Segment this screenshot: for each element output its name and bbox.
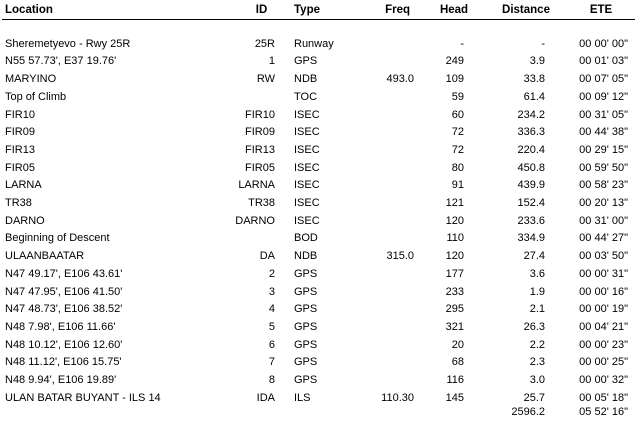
cell-head: 20: [451, 338, 464, 351]
cell-distance: 33.8: [523, 73, 545, 86]
cell-id: IDA: [256, 391, 275, 404]
cell-head: -: [460, 37, 464, 50]
cell-location: DARNO: [5, 214, 45, 227]
cell-location: MARYINO: [5, 73, 57, 86]
cell-location: N48 9.94', E106 19.89': [5, 374, 117, 387]
cell-id: 1: [268, 55, 275, 68]
cell-location: N47 48.73', E106 38.52': [5, 303, 123, 316]
cell-ete: 00 00' 23": [579, 338, 628, 351]
cell-location: Top of Climb: [5, 90, 67, 103]
table-row[interactable]: [0, 194, 637, 212]
cell-freq: 110.30: [381, 391, 414, 404]
cell-location: Sheremetyevo - Rwy 25R: [5, 37, 131, 50]
cell-head: 233: [445, 285, 464, 298]
cell-type: Runway: [294, 37, 334, 50]
cell-ete: 00 44' 38": [579, 126, 628, 139]
cell-id: FIR13: [245, 143, 275, 156]
cell-head: 295: [445, 303, 464, 316]
cell-head: 120: [445, 214, 464, 227]
cell-head: 249: [445, 55, 464, 68]
cell-distance: -: [541, 37, 545, 50]
cell-ete: 00 01' 03": [579, 55, 628, 68]
cell-type: ISEC: [294, 108, 320, 121]
cell-id: 25R: [254, 37, 275, 50]
cell-ete: 00 44' 27": [579, 232, 628, 245]
table-row[interactable]: [0, 35, 637, 53]
cell-type: GPS: [294, 55, 318, 68]
header-divider: [2, 19, 635, 20]
cell-type: ISEC: [294, 126, 320, 139]
cell-type: BOD: [294, 232, 318, 245]
column-header-location[interactable]: Location: [5, 4, 53, 16]
cell-distance: 3.6: [529, 267, 545, 280]
table-row[interactable]: [0, 247, 637, 265]
cell-id: 6: [268, 338, 275, 351]
cell-head: 72: [451, 126, 464, 139]
cell-distance: 27.4: [523, 250, 545, 263]
cell-type: GPS: [294, 303, 318, 316]
cell-head: 59: [451, 90, 464, 103]
cell-head: 110: [446, 232, 464, 245]
cell-ete: 00 03' 50": [579, 250, 628, 263]
cell-head: 121: [445, 197, 464, 210]
table-row[interactable]: [0, 283, 637, 301]
cell-head: 68: [451, 356, 464, 369]
column-header-freq[interactable]: Freq: [385, 4, 410, 16]
cell-head: 145: [445, 391, 464, 404]
cell-distance: 2.3: [529, 356, 545, 369]
cell-type: ISEC: [294, 214, 320, 227]
table-row[interactable]: [0, 318, 637, 336]
totals-row: [0, 403, 637, 421]
cell-ete: 00 31' 00": [579, 214, 628, 227]
cell-id: FIR09: [245, 126, 275, 139]
cell-distance: 336.3: [517, 126, 545, 139]
cell-distance: 2.2: [529, 338, 545, 351]
cell-distance: 220.4: [517, 143, 545, 156]
cell-ete: 00 00' 25": [579, 356, 628, 369]
cell-ete: 00 31' 05": [579, 108, 628, 121]
cell-type: ILS: [294, 391, 311, 404]
cell-type: TOC: [294, 90, 318, 103]
cell-ete: 00 00' 31": [579, 267, 628, 280]
table-row[interactable]: [0, 265, 637, 283]
cell-id: LARNA: [238, 179, 275, 192]
cell-head: 177: [445, 267, 464, 280]
cell-distance: 152.4: [517, 197, 545, 210]
cell-distance: 26.3: [523, 320, 545, 333]
table-row[interactable]: [0, 336, 637, 354]
cell-ete: 00 05' 18": [579, 391, 628, 404]
cell-type: GPS: [294, 267, 318, 280]
cell-ete: 00 04' 21": [579, 320, 628, 333]
cell-type: ISEC: [294, 161, 320, 174]
table-row[interactable]: [0, 70, 637, 88]
cell-ete: 00 00' 19": [579, 303, 628, 316]
total-ete: 05 52' 16": [579, 405, 628, 418]
cell-id: RW: [256, 73, 275, 86]
cell-head: 72: [451, 143, 464, 156]
cell-type: NDB: [294, 73, 318, 86]
cell-head: 80: [451, 161, 464, 174]
cell-type: GPS: [294, 374, 318, 387]
cell-id: 8: [268, 374, 275, 387]
table-row[interactable]: [0, 106, 637, 124]
cell-distance: 234.2: [517, 108, 545, 121]
cell-location: FIR10: [5, 108, 35, 121]
cell-type: GPS: [294, 320, 318, 333]
cell-head: 60: [451, 108, 464, 121]
cell-distance: 3.0: [529, 374, 545, 387]
cell-ete: 00 58' 23": [579, 179, 628, 192]
cell-freq: 315.0: [386, 250, 414, 263]
table-row[interactable]: [0, 354, 637, 372]
cell-id: DARNO: [235, 214, 275, 227]
cell-id: 4: [268, 303, 275, 316]
column-header-type[interactable]: Type: [294, 4, 320, 16]
table-row[interactable]: [0, 301, 637, 319]
cell-location: Beginning of Descent: [5, 232, 110, 245]
cell-location: LARNA: [5, 179, 42, 192]
cell-ete: 00 00' 32": [579, 374, 628, 387]
cell-ete: 00 00' 16": [579, 285, 628, 298]
cell-ete: 00 59' 50": [579, 161, 628, 174]
cell-location: N47 47.95', E106 41.50': [5, 285, 123, 298]
column-header-id[interactable]: ID: [255, 4, 268, 16]
cell-ete: 00 07' 05": [579, 73, 628, 86]
table-row[interactable]: [0, 230, 637, 248]
cell-type: ISEC: [294, 197, 320, 210]
cell-freq: 493.0: [386, 73, 414, 86]
table-row[interactable]: [0, 141, 637, 159]
cell-head: 109: [445, 73, 464, 86]
total-distance: 2596.2: [511, 405, 545, 418]
cell-ete: 00 29' 15": [579, 143, 628, 156]
cell-id: 3: [268, 285, 275, 298]
cell-type: GPS: [294, 338, 318, 351]
table-row[interactable]: [0, 88, 637, 106]
column-header-distance[interactable]: Distance: [502, 4, 550, 16]
table-row[interactable]: [0, 124, 637, 142]
table-row[interactable]: [0, 177, 637, 195]
cell-location: FIR13: [5, 143, 35, 156]
table-header: [0, 0, 637, 20]
column-header-head[interactable]: Head: [439, 4, 469, 16]
table-row[interactable]: [0, 212, 637, 230]
cell-id: 2: [268, 267, 275, 280]
cell-distance: 450.8: [517, 161, 545, 174]
cell-distance: 25.7: [523, 391, 545, 404]
cell-location: ULAN BATAR BUYANT - ILS 14: [5, 391, 161, 404]
cell-type: GPS: [294, 285, 318, 298]
cell-head: 120: [445, 250, 464, 263]
cell-distance: 439.9: [517, 179, 545, 192]
cell-location: N48 7.98', E106 11.66': [5, 320, 116, 333]
table-row[interactable]: [0, 371, 637, 389]
cell-ete: 00 09' 12": [579, 90, 628, 103]
cell-distance: 1.9: [529, 285, 545, 298]
cell-ete: 00 00' 00": [579, 37, 628, 50]
table-row[interactable]: [0, 53, 637, 71]
cell-id: 7: [268, 356, 275, 369]
cell-type: ISEC: [294, 143, 320, 156]
table-row[interactable]: [0, 159, 637, 177]
cell-location: N48 11.12', E106 15.75': [5, 356, 122, 369]
cell-location: ULAANBAATAR: [5, 250, 85, 263]
cell-location: N48 10.12', E106 12.60': [5, 338, 123, 351]
cell-location: TR38: [5, 197, 32, 210]
cell-id: FIR05: [245, 161, 275, 174]
cell-distance: 61.4: [523, 90, 545, 103]
cell-location: FIR09: [5, 126, 35, 139]
cell-id: DA: [259, 250, 275, 263]
cell-distance: 233.6: [517, 214, 545, 227]
cell-distance: 2.1: [529, 303, 545, 316]
cell-location: FIR05: [5, 161, 35, 174]
cell-head: 91: [451, 179, 464, 192]
cell-type: GPS: [294, 356, 318, 369]
cell-distance: 334.9: [517, 232, 545, 245]
cell-head: 116: [446, 374, 464, 387]
cell-type: NDB: [294, 250, 318, 263]
cell-id: TR38: [248, 197, 275, 210]
cell-distance: 3.9: [529, 55, 545, 68]
cell-location: N55 57.73', E37 19.76': [5, 55, 117, 68]
column-header-ete[interactable]: ETE: [589, 4, 613, 16]
cell-ete: 00 20' 13": [579, 197, 628, 210]
cell-id: 5: [268, 320, 275, 333]
cell-location: N47 49.17', E106 43.61': [5, 267, 123, 280]
cell-id: FIR10: [245, 108, 275, 121]
cell-type: ISEC: [294, 179, 320, 192]
cell-head: 321: [445, 320, 464, 333]
